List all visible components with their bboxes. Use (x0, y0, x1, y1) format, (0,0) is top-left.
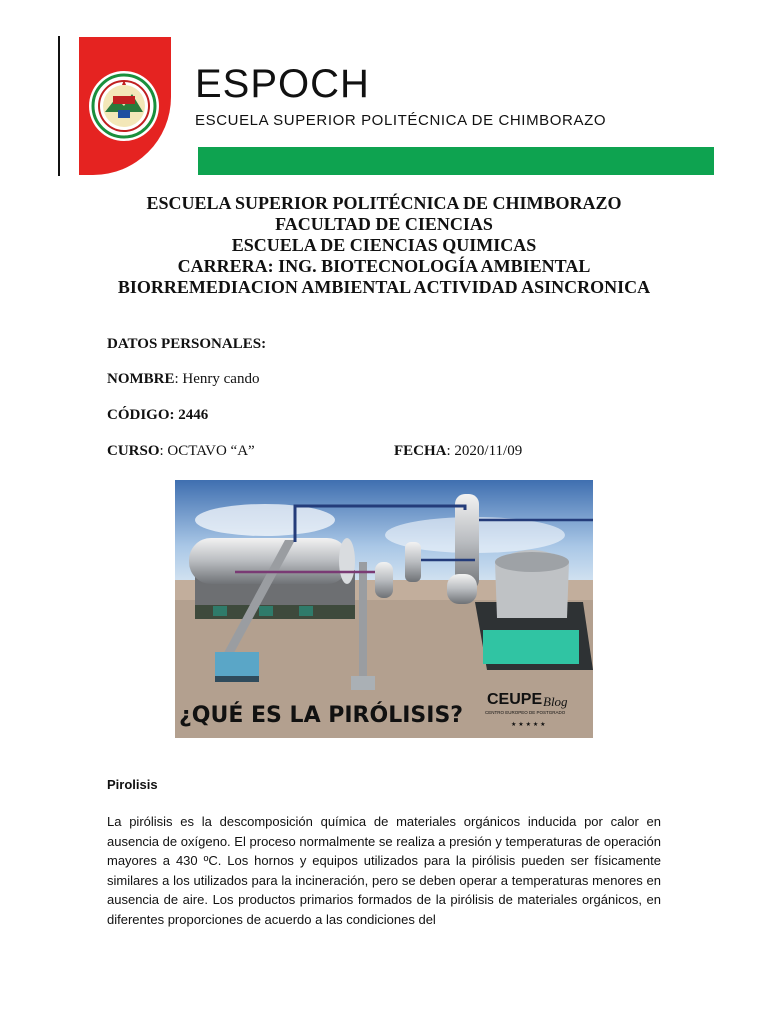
title-line-career: CARRERA: ING. BIOTECNOLOGÍA AMBIENTAL (177, 256, 591, 276)
name-field (107, 371, 259, 388)
brand-subtitle: ESCUELA SUPERIOR POLITÉCNICA DE CHIMBORAZO (195, 112, 607, 129)
illustration-caption: ¿QUÉ ES LA PIRÓLISIS? (179, 703, 464, 728)
document-title-block (0, 193, 768, 298)
ceupe-logo-subtitle: CENTRO EUROPEO DE POSTGRADO (485, 710, 566, 715)
ceupe-logo-script: Blog (543, 694, 568, 709)
title-line-activity: BIORREMEDIACION AMBIENTAL ACTIVIDAD ASINCRONICA (117, 277, 651, 297)
code-field (107, 407, 208, 424)
ceupe-logo-text: CEUPE (487, 691, 543, 708)
ceupe-stars: ★ ★ ★ ★ ★ (511, 721, 546, 728)
header-divider-line (58, 36, 60, 176)
name-label: NOMBRE (107, 371, 175, 387)
header-green-bar (198, 147, 714, 175)
section-title: Pirolisis (107, 777, 158, 792)
code-label: CÓDIGO: 2446 (107, 407, 209, 423)
espoch-seal-logo (88, 70, 160, 142)
date-value: : 2020/11/09 (446, 443, 523, 459)
course-field (107, 443, 255, 460)
personal-data-label: DATOS PERSONALES: (107, 336, 267, 352)
title-line-school: ESCUELA DE CIENCIAS QUIMICAS (231, 235, 537, 255)
name-value: : Henry cando (174, 371, 260, 387)
pyrolysis-illustration (175, 480, 593, 738)
date-field (394, 443, 522, 460)
title-line-faculty: FACULTAD DE CIENCIAS (275, 214, 493, 234)
date-label: FECHA (394, 443, 447, 459)
section-paragraph: La pirólisis es la descomposición química de materiales orgánicos inducida por calor en ausencia de oxígeno. El proceso normalmente se realiza a presión y temperaturas de operación mayores a 430 ºC. Los hornos y equipos utilizados para la pirólisis pueden ser físicamente similares a los utilizados para la incineración, pero se deben operar a temperaturas menores en ausencia de aire. Los productos primarios formados de la pirólisis de materiales orgánicos, en diferentes proporciones de acuerdo a las condiciones del (107, 814, 661, 927)
course-value: : OCTAVO “A” (159, 443, 255, 459)
brand-name: ESPOCH (195, 62, 370, 106)
title-line-university: ESCUELA SUPERIOR POLITÉCNICA DE CHIMBORAZO (146, 193, 622, 213)
course-label: CURSO (107, 443, 160, 459)
